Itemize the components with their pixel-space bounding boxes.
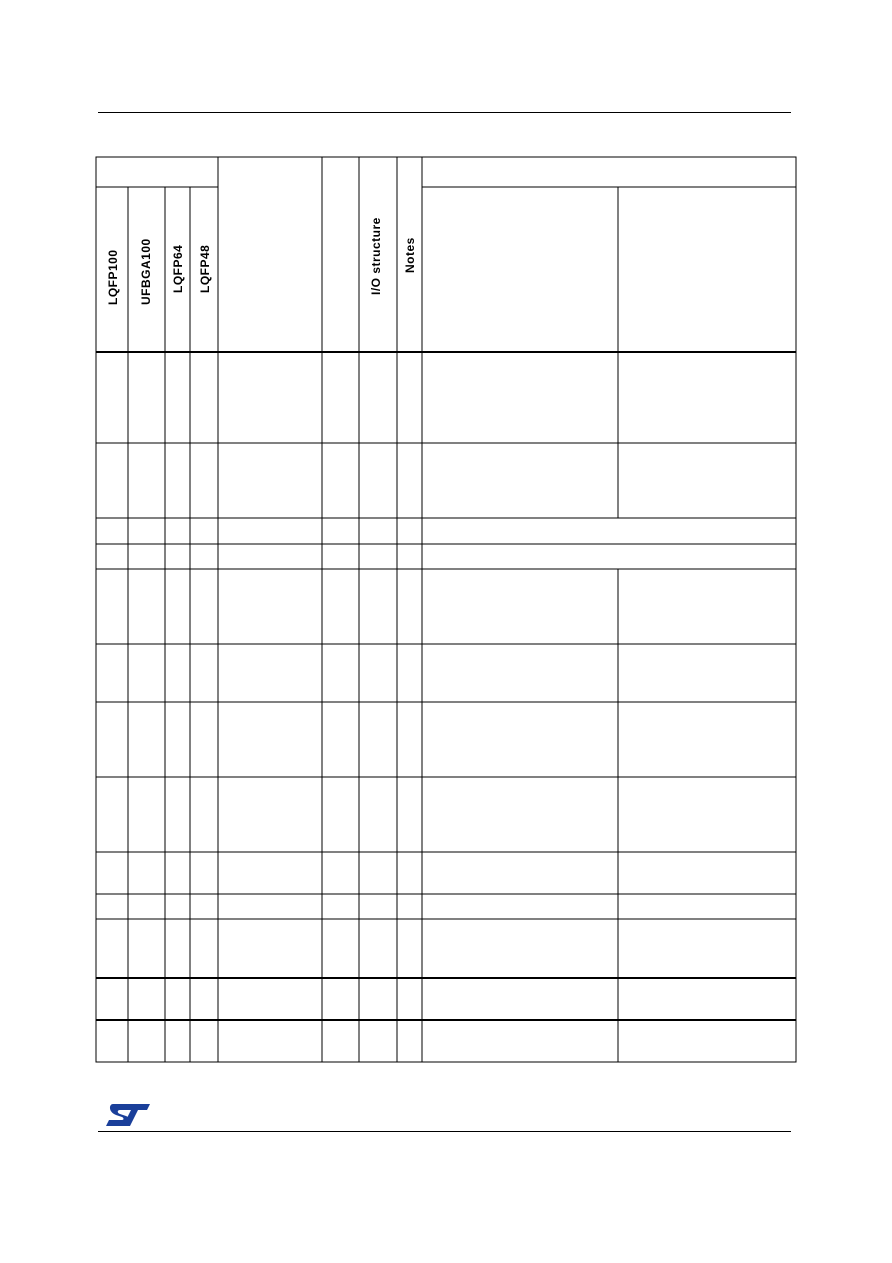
col-header-lqfp100: LQFP100: [106, 249, 120, 305]
col-header-io-structure: I/O structure: [369, 217, 383, 295]
col-header-lqfp48: LQFP48: [198, 244, 212, 293]
st-logo: [104, 1102, 152, 1128]
col-header-notes: Notes: [403, 237, 417, 273]
footer-rule: [98, 1131, 791, 1132]
col-header-lqfp64: LQFP64: [171, 244, 185, 293]
col-header-ufbga100: UFBGA100: [139, 238, 153, 305]
